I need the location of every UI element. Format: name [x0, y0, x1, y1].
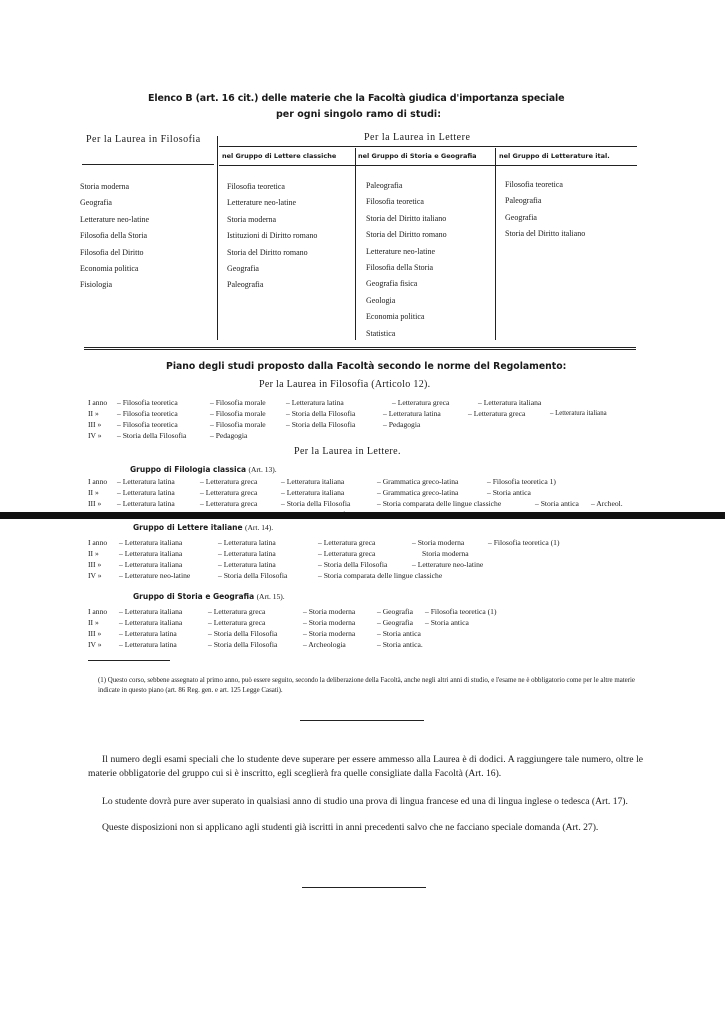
- table-cell: III »: [88, 499, 102, 508]
- list-item: Geologia: [366, 295, 396, 305]
- filosofia-column-header: Per la Laurea in Filosofia: [86, 134, 201, 145]
- elenco-title-line2: per ogni singolo ramo di studi:: [276, 109, 441, 120]
- table-row: [0, 617, 725, 628]
- list-item: Letterature neo-latine: [80, 214, 150, 224]
- table-cell: II »: [88, 618, 99, 627]
- filosofia-header-rule: [82, 164, 214, 165]
- table-row: [0, 487, 725, 498]
- footnote-end-rule: [300, 720, 424, 721]
- table-cell: – Filosofia teoretica (1): [425, 607, 497, 616]
- table-cell: – Storia della Filosofia: [286, 420, 356, 429]
- table-row: [0, 559, 725, 570]
- table-cell: – Letteratura italiana: [119, 618, 183, 627]
- footnote: (1) Questo corso, sebbene assegnato al primo anno, può essere seguito, secondo la deliberazione della Facoltà, anche negli altri anni di studio, e l'esame ne è obbligatorio come per le altre materie indicate in questo piano (art. 86 Reg. gen. e art. 125 Legge Casati).: [98, 677, 635, 694]
- table-cell: IV »: [88, 640, 102, 649]
- table-cell: – Letteratura greca: [200, 499, 258, 508]
- italiane-subject-list: [505, 177, 585, 243]
- table-cell: – Storia della Filosofia: [117, 431, 187, 440]
- paragraph-exemptions: [88, 821, 643, 835]
- table-row: [0, 548, 725, 559]
- table-cell: – Grammatica greco-latina: [377, 477, 459, 486]
- table-cell: IV »: [88, 431, 102, 440]
- classiche-subject-list: [227, 179, 317, 294]
- table-row: [0, 476, 725, 487]
- list-item: Istituzioni di Diritto romano: [227, 231, 318, 241]
- column-divider-2: [355, 148, 356, 340]
- table-cell: – Letteratura greca: [468, 409, 526, 418]
- table-cell: – Storia della Filosofia: [208, 640, 278, 649]
- table-cell: I anno: [88, 607, 108, 616]
- list-item: Filosofia della Storia: [366, 263, 434, 273]
- table-cell: – Storia antica.: [377, 640, 423, 649]
- table-cell: – Storia della Filosofia: [286, 409, 356, 418]
- list-item: Storia del Diritto romano: [366, 230, 447, 240]
- table-cell: – Filosofia teoretica: [117, 420, 178, 429]
- list-item: Paleografia: [505, 196, 542, 206]
- table-cell: – Letteratura latina: [117, 499, 175, 508]
- list-item: Geografia: [505, 212, 537, 222]
- table-cell: – Letteratura greca: [318, 549, 376, 558]
- table-cell: – Filosofia morale: [210, 409, 266, 418]
- filosofia-plan-table: [0, 397, 725, 441]
- table-cell: – Letteratura latina: [117, 477, 175, 486]
- table-cell: – Filosofia teoretica (1): [488, 538, 560, 547]
- subheader-letterature-italiane: nel Gruppo di Letterature ital.: [499, 152, 610, 160]
- list-item: Economia politica: [80, 264, 139, 274]
- table-cell: – Filosofia morale: [210, 398, 266, 407]
- list-item: Fisiologia: [80, 280, 113, 290]
- italiane-group-heading: [133, 523, 273, 532]
- table-cell: – Letteratura latina: [218, 560, 276, 569]
- table-cell: I anno: [88, 398, 108, 407]
- list-item: Economia politica: [366, 312, 425, 322]
- footnote-rule: [88, 660, 170, 661]
- table-cell: III »: [88, 560, 102, 569]
- list-item: Statistica: [366, 328, 396, 338]
- table-cell: IV »: [88, 571, 102, 580]
- list-item: Letterature neo-latine: [366, 246, 436, 256]
- table-row: [0, 498, 725, 509]
- table-cell: – Grammatica greco-latina: [377, 488, 459, 497]
- filologia-group-heading: [130, 465, 277, 474]
- subheader-rule: [219, 165, 637, 166]
- table-cell: – Filosofia teoretica: [117, 398, 178, 407]
- closing-rule: [302, 887, 426, 888]
- table-row: [0, 408, 725, 419]
- list-item: Geografia: [227, 264, 259, 274]
- table-cell: I anno: [88, 477, 108, 486]
- table-cell: I anno: [88, 538, 108, 547]
- table-cell: – Letterature neo-latine: [412, 560, 484, 569]
- table-cell: – Letteratura italiana: [550, 410, 607, 417]
- table-cell: – Letteratura italiana: [478, 398, 542, 407]
- table-cell: – Letteratura latina: [286, 398, 344, 407]
- list-item: Filosofia teoretica: [505, 180, 563, 189]
- paragraph-languages: [88, 795, 643, 809]
- lettere-header-rule: [219, 146, 637, 147]
- table-row: [0, 419, 725, 430]
- table-cell: – Letterature neo-latine: [119, 571, 191, 580]
- table-cell: – Storia moderna: [412, 538, 465, 547]
- table-cell: II »: [88, 549, 99, 558]
- table-cell: – Storia moderna: [303, 607, 356, 616]
- list-item: Storia del Diritto italiano: [505, 229, 586, 239]
- list-item: Paleografia: [227, 280, 264, 290]
- table-cell: – Storia moderna: [303, 618, 356, 627]
- table-cell: – Letteratura latina: [117, 488, 175, 497]
- table-cell: – Storia della Filosofia: [218, 571, 288, 580]
- table-row: [0, 639, 725, 650]
- group-article: (Art. 14).: [245, 523, 274, 532]
- table-cell: – Letteratura greca: [200, 477, 258, 486]
- piano-title: Piano degli studi proposto dalla Facoltà secondo le norme del Regolamento:: [166, 361, 567, 372]
- table-cell: – Storia moderna: [303, 629, 356, 638]
- table-row: [0, 628, 725, 639]
- table-cell: – Storia della Filosofia: [281, 499, 351, 508]
- list-item: Storia del Diritto romano: [227, 247, 308, 257]
- list-item: Storia del Diritto italiano: [366, 213, 447, 223]
- table-row: [0, 537, 725, 548]
- list-item: Filosofia teoretica: [227, 182, 285, 191]
- table-cell: – Filosofia teoretica: [117, 409, 178, 418]
- subheader-lettere-classiche: nel Gruppo di Lettere classiche: [222, 152, 337, 160]
- table-cell: – Letteratura italiana: [119, 549, 183, 558]
- list-item: Filosofia della Storia: [80, 231, 148, 241]
- table-row: [0, 397, 725, 408]
- table-cell: – Filosofia teoretica 1): [487, 477, 556, 486]
- table-cell: – Storia della Filosofia: [208, 629, 278, 638]
- list-item: Geografia fisica: [366, 279, 418, 289]
- table-cell: – Letteratura greca: [208, 618, 266, 627]
- storia-subject-list: [366, 178, 447, 342]
- table-cell: – Letteratura latina: [119, 629, 177, 638]
- scan-band: [0, 512, 725, 519]
- table-cell: – Storia comparata delle lingue classiche: [318, 571, 443, 580]
- table-row: [0, 606, 725, 617]
- table-cell: – Letteratura latina: [218, 549, 276, 558]
- table-cell: – Archeologia: [303, 640, 346, 649]
- column-divider-3: [495, 148, 496, 340]
- list-item: Geografia: [80, 198, 112, 208]
- paragraph-exams: [88, 753, 643, 781]
- table-cell: – Pedagogia: [383, 420, 421, 429]
- table-cell: II »: [88, 488, 99, 497]
- storia-group-heading: [133, 592, 285, 601]
- table-cell: – Letteratura italiana: [119, 560, 183, 569]
- table-cell: – Letteratura greca: [318, 538, 376, 547]
- italiane-plan-table: [0, 537, 725, 581]
- table-cell: – Archeol.: [591, 499, 623, 508]
- table-cell: – Letteratura italiana: [281, 488, 345, 497]
- table-cell: – Letteratura italiana: [119, 607, 183, 616]
- section-separator-double: [84, 347, 636, 348]
- table-cell: – Filosofia morale: [210, 420, 266, 429]
- list-item: Filosofia del Diritto: [80, 247, 144, 257]
- table-cell: – Storia antica: [535, 499, 579, 508]
- group-title: Gruppo di Filologia classica: [130, 465, 247, 474]
- table-cell: – Letteratura italiana: [119, 538, 183, 547]
- filosofia-plan-heading: Per la Laurea in Filosofia (Articolo 12).: [259, 379, 431, 390]
- elenco-title-line1: Elenco B (art. 16 cit.) delle materie che la Facoltà giudica d'importanza speciale: [148, 93, 565, 104]
- filosofia-subject-list: [80, 179, 149, 294]
- table-cell: – Geografia: [377, 618, 414, 627]
- table-cell: – Letteratura latina: [119, 640, 177, 649]
- table-cell: – Letteratura italiana: [281, 477, 345, 486]
- table-cell: – Storia comparata delle lingue classiche: [377, 499, 502, 508]
- subheader-storia-geografia: nel Gruppo di Storia e Geografia: [358, 152, 477, 160]
- table-cell: Storia moderna: [422, 549, 469, 558]
- table-cell: – Letteratura latina: [383, 409, 441, 418]
- table-cell: – Letteratura greca: [200, 488, 258, 497]
- list-item: Paleografia: [366, 181, 403, 190]
- table-cell: – Letteratura latina: [218, 538, 276, 547]
- table-cell: – Storia antica: [487, 488, 531, 497]
- group-title: Gruppo di Storia e Geografia: [133, 592, 255, 601]
- paragraph-text: Il numero degli esami speciali che lo studente deve superare per essere ammesso alla Laurea è di dodici. A raggiungere tale numero, oltre le materie obbligatorie del gruppo cui si è inscritto, egli sceglierà fra quelle consigliate dalla Facoltà (Art. 16).: [88, 754, 643, 779]
- table-cell: – Pedagogia: [210, 431, 248, 440]
- table-cell: – Geografia: [377, 607, 414, 616]
- list-item: Filosofia teoretica: [366, 197, 424, 207]
- table-cell: III »: [88, 629, 102, 638]
- table-cell: – Letteratura greca: [208, 607, 266, 616]
- paragraph-text: Queste disposizioni non si applicano agli studenti già iscritti in anni precedenti salvo che ne facciano speciale domanda (Art. 27).: [102, 822, 599, 833]
- table-cell: – Storia della Filosofia: [318, 560, 388, 569]
- list-item: Storia moderna: [227, 214, 277, 224]
- table-row: [0, 430, 725, 441]
- list-item: Storia moderna: [80, 182, 130, 191]
- paragraph-text: Lo studente dovrà pure aver superato in qualsiasi anno di studio una prova di lingua francese ed una di lingua inglese o tedesca (Art. 17).: [102, 796, 628, 807]
- group-article: (Art. 15).: [256, 592, 285, 601]
- list-item: Letterature neo-latine: [227, 198, 297, 208]
- column-divider-1: [217, 136, 218, 340]
- table-cell: – Letteratura greca: [392, 398, 450, 407]
- table-cell: – Storia antica: [377, 629, 421, 638]
- storia-plan-table: [0, 606, 725, 650]
- table-row: [0, 570, 725, 581]
- group-article: (Art. 13).: [248, 465, 277, 474]
- table-cell: II »: [88, 409, 99, 418]
- group-title: Gruppo di Lettere italiane: [133, 523, 243, 532]
- table-cell: – Storia antica: [425, 618, 469, 627]
- table-cell: III »: [88, 420, 102, 429]
- lettere-column-header: Per la Laurea in Lettere: [364, 132, 471, 143]
- lettere-plan-heading: Per la Laurea in Lettere.: [294, 446, 401, 457]
